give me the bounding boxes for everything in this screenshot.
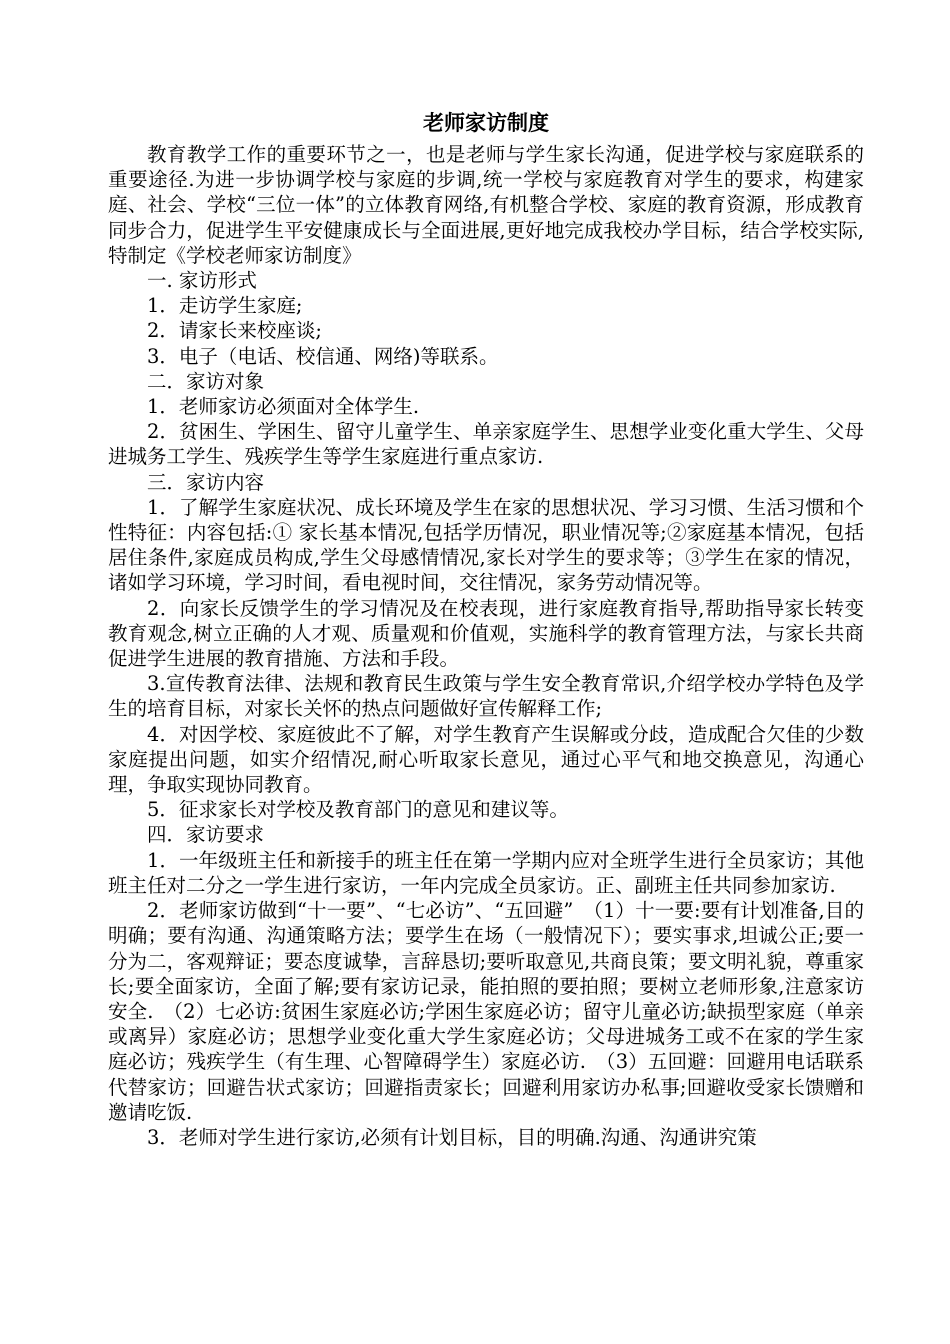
list-item: 1．老师家访必须面对全体学生. [147, 395, 420, 419]
list-item: 2．贫困生、学困生、留守儿童学生、单亲家庭学生、思想学业变化重大学生、父母进城务工学生、残疾学生等学生家庭进行重点家访. [108, 420, 864, 469]
document-title: 老师家访制度 [423, 110, 549, 135]
list-item: 4．对因学校、家庭彼此不了解，对学生教育产生误解或分歧，造成配合欠佳的少数家庭提出问题，如实介绍情况,耐心听取家长意见，通过心平气和地交换意见，沟通心理，争取实现协同教育。 [108, 722, 864, 797]
list-item: 1．一年级班主任和新接手的班主任在第一学期内应对全班学生进行全员家访；其他班主任对二分之一学生进行家访，一年内完成全员家访。正、副班主任共同参加家访. [108, 848, 864, 897]
list-item: 2．向家长反馈学生的学习情况及在校表现，进行家庭教育指导,帮助指导家长转变教育观念,树立正确的人才观、质量观和价值观，实施科学的教育管理方法，与家长共商促进学生进展的教育措施、方法和手段。 [108, 596, 864, 671]
section-heading-content: 三．家访内容 [147, 470, 265, 494]
list-item: 3.宣传教育法律、法规和教育民生政策与学生安全教育常识,介绍学校办学特色及学生的培育目标，对家长关怀的热点问题做好宣传解释工作; [108, 672, 864, 721]
list-item: 5．征求家长对学校及教育部门的意见和建议等。 [147, 798, 569, 822]
intro-paragraph: 教育教学工作的重要环节之一，也是老师与学生家长沟通，促进学校与家庭联系的重要途径.为进一步协调学校与家庭的步调,统一学校与家庭教育对学生的要求，构建家庭、社会、学校“三位一体”的立体教育网络,有机整合学校、家庭的教育资源，形成教育同步合力，促进学生平安健康成长与全面进展,更好地完成我校办学目标，结合学校实际,特制定《学校老师家访制度》 [108, 143, 864, 267]
list-item: 3．老师对学生进行家访,必须有计划目标，目的明确.沟通、沟通讲究策 [147, 1125, 757, 1149]
section-heading-requirements: 四．家访要求 [147, 823, 265, 847]
list-item: 1．走访学生家庭; [147, 294, 303, 318]
document-page [108, 108, 864, 1150]
section-heading-forms: 一. 家访形式 [147, 269, 257, 293]
list-item: 2．老师家访做到“十一要”、“七必访”、“五回避” （1）十一要:要有计划准备,目的明确；要有沟通、沟通策略方法；要学生在场（一般情况下）；要实事求,坦诚公正;要一分为二，客观辩证；要态度诚挚，言辞恳切;要听取意见,共商良策；要文明礼貌，尊重家长;要全面家访，全面了解;要有家访记录，能拍照的要拍照；要树立老师形象,注意家访安全. （2）七必访:贫困生家庭必访;学困生家庭必访；留守儿童必访;缺损型家庭（单亲或离异）家庭必访；思想学业变化重大学生家庭必访；父母进城务工或不在家的学生家庭必访；残疾学生（有生理、心智障碍学生）家庭必访. （3）五回避：回避用电话联系代替家访；回避告状式家访；回避指责家长；回避利用家访办私事;回避收受家长馈赠和邀请吃饭. [108, 899, 864, 1124]
section-heading-targets: 二．家访对象 [147, 369, 265, 393]
list-item: 2．请家长来校座谈; [147, 319, 322, 343]
list-item: 3．电子（电话、校信通、网络)等联系。 [147, 344, 499, 368]
list-item: 1．了解学生家庭状况、成长环境及学生在家的思想状况、学习习惯、生活习惯和个性特征：内容包括:① 家长基本情况,包括学历情况，职业情况等;②家庭基本情况，包括居住条件,家庭成员构成,学生父母感情情况,家长对学生的要求等；③学生在家的情况，诸如学习环境，学习时间，看电视时间，交往情况，家务劳动情况等。 [108, 495, 864, 595]
